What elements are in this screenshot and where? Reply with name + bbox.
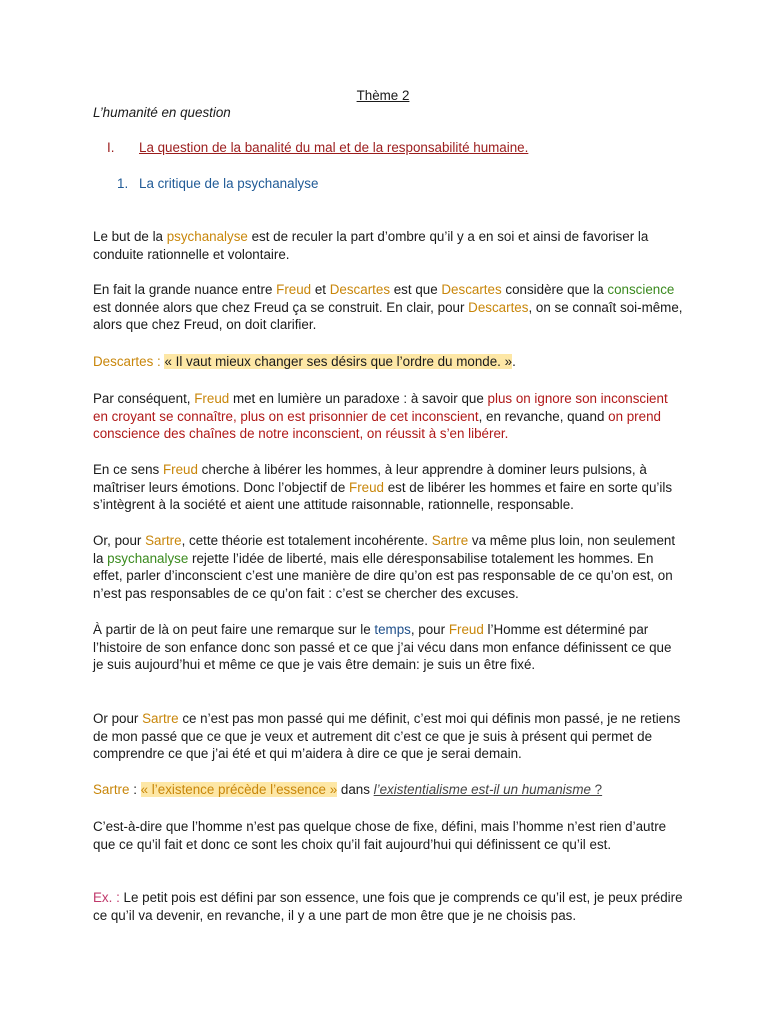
text: : [129, 782, 141, 797]
document-subtitle: L’humanité en question [93, 105, 231, 120]
paragraph-2 [93, 281, 683, 334]
text: et [311, 282, 330, 297]
text: ce n’est pas mon passé qui me définit, c’est moi qui définis mon passé, je ne retiens de mon passé que ce que je veux et autrement dit c’est ce que je suis à présent qui permet de comprendre ce que j’ai été et qui m’aidera à dire ce que je serai demain. [93, 711, 681, 762]
name-descartes: Descartes [441, 282, 502, 297]
section-heading [107, 139, 528, 157]
text: considère que la [501, 282, 608, 297]
paragraph-5 [93, 461, 683, 514]
emphasis-text: on prend conscience des chaînes de notre inconscient, on réussit à s’en libérer. [93, 408, 661, 442]
text: rejette l’idée de liberté, mais elle déresponsabilise totalement les hommes. En effet, parler d’inconscient c’est une manière de dire qu’on est pas responsable de ce qu’on est, on n’est pas responsables de ce qu’on fait : c’est se chercher des excuses. [93, 550, 673, 601]
name-sartre: Sartre [93, 782, 130, 797]
text: Par conséquent, [93, 391, 195, 406]
subsection-title: La critique de la psychanalyse [139, 176, 319, 191]
section-title: La question de la banalité du mal et de la responsabilité humaine. [139, 140, 529, 155]
paragraph-3-quote [93, 353, 683, 371]
text: , en revanche, quand [478, 408, 609, 424]
text: est de reculer la part d’ombre qu’il y a en soi et ainsi de favoriser la conduite rationnelle et volontaire. [93, 229, 649, 262]
text: met en lumière un paradoxe : à savoir que [229, 391, 488, 406]
text: est que [390, 282, 442, 297]
paragraph-1 [93, 228, 683, 263]
text: À partir de là on peut faire une remarque sur le [93, 622, 375, 637]
paragraph-11-example [93, 889, 683, 924]
paragraph-9-quote [93, 781, 683, 799]
text: Or, pour [93, 533, 146, 548]
emphasis-text: plus on ignore son inconscient en croyant se connaître, plus on est prisonnier de cet inconscient [93, 391, 668, 424]
name-freud: Freud [194, 391, 230, 406]
keyword-psychanalyse: psychanalyse [166, 229, 248, 244]
text: . [512, 354, 516, 369]
name-sartre: Sartre [145, 533, 182, 548]
text: est de libérer les hommes et faire en sorte qu’ils s’intègrent à la société et aient une attitude raisonnable, rationnelle, responsable. [93, 479, 673, 513]
name-freud: Freud [276, 282, 312, 297]
paragraph-4 [93, 390, 683, 443]
document-title: Thème 2 [356, 88, 410, 103]
text: cherche à libérer les hommes, à leur apprendre à dominer leurs pulsions, à maîtriser leurs émotions. Donc l’objectif de [93, 462, 647, 495]
text: va même plus loin, non seulement la [93, 533, 676, 566]
name-freud: Freud [448, 622, 484, 637]
keyword-temps: temps [374, 622, 411, 637]
highlighted-quote: « Il vaut mieux changer ses désirs que l’ordre du monde. » [164, 354, 513, 369]
name-descartes: Descartes [329, 282, 391, 297]
text: , on se connaît soi-même, alors que chez Freud, on doit clarifier. [93, 299, 683, 333]
text: : [153, 354, 165, 369]
text: , cette théorie est totalement incohérente. [181, 533, 432, 548]
keyword-conscience: conscience [607, 282, 675, 297]
paragraph-6 [93, 532, 683, 602]
paragraph-7 [93, 621, 683, 674]
text: Le but de la [93, 229, 167, 244]
name-descartes: Descartes [93, 354, 154, 369]
text: est donnée alors que chez Freud ça se construit. En clair, pour [93, 299, 469, 315]
book-reference: l’existentialisme est-il un humanisme [373, 782, 591, 797]
name-freud: Freud [162, 462, 198, 477]
name-sartre: Sartre [142, 711, 179, 726]
section-number: I. [107, 140, 115, 155]
subsection-number: 1. [117, 176, 129, 191]
keyword-psychanalyse: psychanalyse [107, 550, 189, 566]
paragraph-8 [93, 710, 683, 763]
text: C’est-à-dire que l’homme n’est pas quelque chose de fixe, défini, mais l’homme n’est rien d’autre que ce qu’il fait et donc ce sont les choix qu’il fait aujourd’hui qui définissent ce qu’il est. [93, 819, 667, 852]
highlighted-quote: « l’existence précède l’essence » [140, 782, 338, 797]
text: ? [590, 782, 603, 797]
text: , pour [410, 622, 449, 637]
text: l’Homme est déterminé par l’histoire de son enfance donc son passé et ce que j’ai vécu dans mon enfance définissent ce que je suis aujourd’hui et même ce que je vais être demain: je suis un être fixé. [93, 622, 672, 673]
text: Le petit pois est défini par son essence, une fois que je comprends ce qu’il est, je peux prédire ce qu’il va devenir, en revanche, il y a une part de mon être que je ne choisis pas. [93, 890, 683, 923]
text: En ce sens [93, 462, 163, 477]
name-sartre: Sartre [431, 533, 469, 548]
paragraph-10 [93, 818, 683, 853]
text: dans [337, 782, 374, 797]
text: Or pour [93, 711, 143, 726]
name-descartes: Descartes [468, 299, 529, 315]
subsection-heading [117, 175, 318, 193]
example-label: Ex. : [93, 890, 120, 905]
name-freud: Freud [349, 479, 384, 495]
text: En fait la grande nuance entre [93, 282, 277, 297]
